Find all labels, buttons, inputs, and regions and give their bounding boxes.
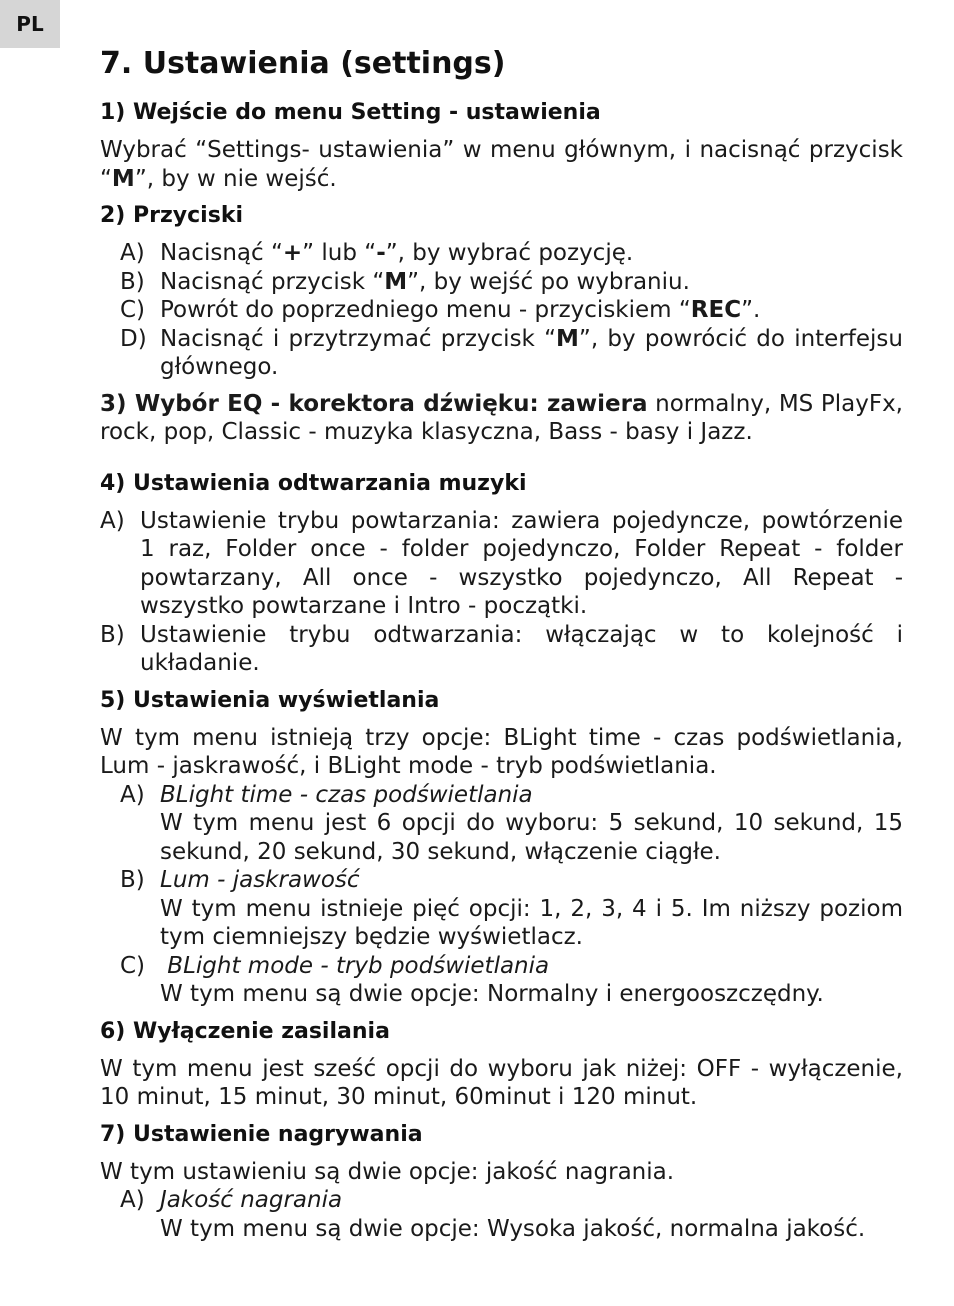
list-item-text — [160, 325, 903, 382]
key-label: - — [376, 240, 386, 266]
list-item-text — [160, 952, 903, 1009]
list-item — [100, 239, 903, 268]
text-part: ”. — [741, 297, 761, 323]
option-title: Lum - jaskrawość — [160, 867, 360, 893]
list-item-text — [160, 239, 903, 268]
option-body: W tym menu są dwie opcje: Normalny i energooszczędny. — [160, 981, 824, 1007]
list-item-text — [160, 1186, 903, 1243]
text-part: Nacisnąć przycisk “ — [160, 268, 385, 295]
section-5 — [100, 686, 903, 1009]
section-4 — [100, 469, 903, 678]
list-item-text: Ustawienie trybu odtwarzania: włączając w to kolejność i układanie. — [140, 621, 903, 676]
section-4-heading: 4) Ustawienia odtwarzania muzyki — [100, 470, 527, 496]
list-item — [100, 781, 903, 867]
section-5-intro: W tym menu istnieją trzy opcje: BLight time - czas podświetlania, Lum - jaskrawość, i BLight mode - tryb podświetlania. — [100, 724, 903, 779]
text-part: Powrót do poprzedniego menu - przyciskiem “ — [160, 297, 691, 323]
section-1-heading: 1) Wejście do menu Setting - ustawienia — [100, 100, 601, 125]
section-5-heading: 5) Ustawienia wyświetlania — [100, 687, 440, 713]
key-label: M — [111, 165, 135, 192]
list-item-text — [160, 268, 903, 297]
display-options-list — [100, 781, 903, 1009]
list-marker: B) — [100, 621, 125, 648]
section-3-text — [100, 390, 903, 447]
key-label: REC — [690, 297, 742, 323]
list-item — [100, 325, 903, 382]
language-tab — [0, 0, 60, 48]
playback-list — [100, 507, 903, 678]
text-part: Wybrać “Settings- ustawienia” w menu głównym, i nacisnąć przycisk “ — [100, 137, 903, 192]
section-1-text — [100, 136, 903, 193]
list-marker: C) — [120, 297, 146, 323]
page-content — [100, 44, 903, 1251]
list-marker: B) — [120, 268, 145, 295]
list-marker: A) — [120, 1187, 145, 1213]
list-marker: A) — [100, 507, 125, 534]
key-label: + — [282, 240, 303, 266]
list-item — [100, 268, 903, 297]
section-2-heading: 2) Przyciski — [100, 203, 243, 228]
list-marker: A) — [120, 781, 145, 808]
list-item — [100, 296, 903, 325]
list-item — [100, 866, 903, 952]
text-part: Nacisnąć i przytrzymać przycisk “ — [160, 325, 557, 352]
list-item-text — [160, 866, 903, 952]
list-marker: B) — [120, 867, 145, 893]
option-body: W tym menu istnieje pięć opcji: 1, 2, 3, 4 i 5. Im niższy poziom tym ciemniejszy będzie wyświetlacz. — [160, 895, 903, 950]
list-item — [100, 1186, 903, 1243]
section-3 — [100, 390, 903, 447]
section-6-heading: 6) Wyłączenie zasilania — [100, 1018, 390, 1044]
section-6-text: W tym menu jest sześć opcji do wyboru jak niżej: OFF - wyłączenie, 10 minut, 15 minut, 30 minut, 60minut i 120 minut. — [100, 1055, 903, 1110]
text-part: ”, by wybrać pozycję. — [385, 240, 634, 266]
list-marker: A) — [120, 240, 145, 266]
list-marker: C) — [120, 952, 146, 979]
list-item-text: Ustawienie trybu powtarzania: zawiera pojedyncze, powtórzenie 1 raz, Folder once - folder pojedynczo, Folder Repeat - folder powtarzany, All once - wszystko pojedynczo, All Repeat - wszystko powtarzane i Intro - początki. — [140, 507, 903, 619]
option-body: W tym menu są dwie opcje: Wysoka jakość, normalna jakość. — [160, 1215, 866, 1242]
list-marker: D) — [120, 325, 147, 352]
list-item-text — [160, 296, 903, 325]
section-2 — [100, 201, 903, 382]
section-7-heading: 7) Ustawienie nagrywania — [100, 1121, 423, 1147]
list-item — [100, 952, 903, 1009]
section-6 — [100, 1017, 903, 1112]
key-label: M — [556, 325, 579, 352]
list-item — [100, 507, 903, 621]
language-code: PL — [16, 12, 44, 36]
option-title: Jakość nagrania — [160, 1187, 343, 1213]
list-item — [100, 621, 903, 678]
text-part: ” lub “ — [302, 240, 377, 266]
section-3-heading: 3) Wybór EQ - korektora dźwięku: zawiera — [100, 390, 648, 417]
section-7-intro: W tym ustawieniu są dwie opcje: jakość nagrania. — [100, 1158, 675, 1185]
list-item-text — [160, 781, 903, 867]
buttons-list — [100, 239, 903, 382]
text-part: ”, by wejść po wybraniu. — [407, 268, 690, 295]
option-title: BLight time - czas podświetlania — [160, 781, 533, 808]
text-part: normalny, MS PlayFx, rock, pop, Classic - muzyka klasyczna, Bass - basy i Jazz. — [100, 390, 903, 445]
text-part: Nacisnąć “ — [160, 240, 283, 266]
key-label: M — [384, 268, 408, 295]
section-7 — [100, 1120, 903, 1244]
option-body: W tym menu jest 6 opcji do wyboru: 5 sekund, 10 sekund, 15 sekund, 20 sekund, 30 sekund, włączenie ciągłe. — [160, 810, 903, 865]
text-part: ”, by powrócić do interfejsu głównego. — [160, 325, 903, 380]
option-title: BLight mode - tryb podświetlania — [160, 952, 550, 979]
recording-options-list — [100, 1186, 903, 1243]
text-part: ”, by w nie wejść. — [134, 165, 337, 192]
section-1 — [100, 98, 903, 193]
page-title: 7. Ustawienia (settings) — [100, 46, 506, 81]
